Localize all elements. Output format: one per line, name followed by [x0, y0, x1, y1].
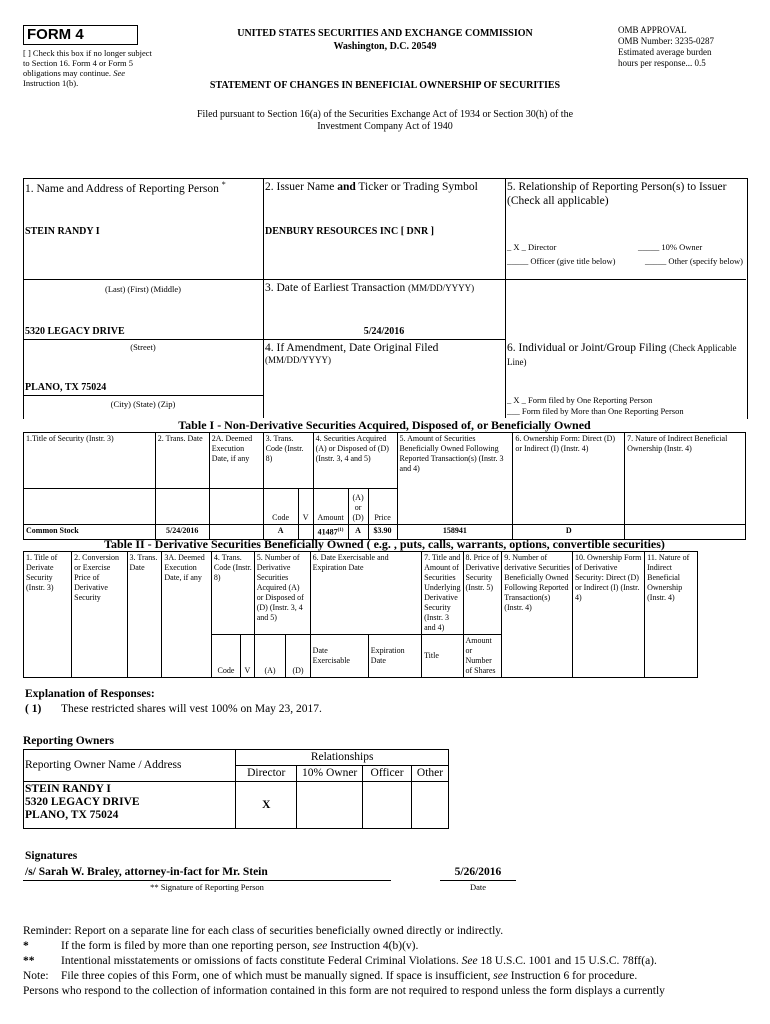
box4-label: 4. If Amendment, Date Original Filed: [265, 342, 439, 354]
signature-rule: [23, 880, 391, 881]
t1-sub-v: V: [298, 489, 313, 525]
t2-sub-amount: Amount or Number of Shares: [463, 635, 502, 678]
statement-title: STATEMENT OF CHANGES IN BENEFICIAL OWNERSHIP OF SECURITIES: [209, 80, 561, 91]
date-rule: [440, 880, 516, 881]
t1-security: Common Stock: [24, 525, 156, 540]
form-title: FORM 4: [27, 26, 84, 43]
t1-sub-aord: (A) or (D): [348, 489, 368, 525]
t1-date: 5/24/2016: [155, 525, 209, 540]
t2-sub-code: Code: [211, 635, 240, 678]
owners-col-other: Other: [412, 766, 449, 782]
filing-more: ___ Form filed by More than One Reporting Person: [507, 406, 684, 416]
owners-col-director: Director: [236, 766, 297, 782]
form-title-box: [23, 25, 138, 45]
reporting-name: STEIN RANDY I: [25, 226, 100, 237]
owners-table: [23, 749, 449, 829]
agency-name: UNITED STATES SECURITIES AND EXCHANGE COMMISSION: [237, 28, 533, 39]
city-label: (City) (State) (Zip): [110, 399, 176, 409]
omb-approval: OMB APPROVAL OMB Number: 3235-0287 Estimated average burden hours per response... 0.5: [618, 25, 714, 68]
t2-sub-date-ex: Date Exercisable: [310, 635, 368, 678]
t2-h10: 10. Ownership Form of Derivative Security: Direct (D) or Indirect (I) (Instr. 4): [572, 552, 644, 678]
reporting-grid: [23, 178, 748, 419]
rel-other: _____ Other (specify below): [645, 256, 743, 266]
t2-h6: 6. Date Exercisable and Expiration Date: [310, 552, 421, 635]
t1-h5: 5. Amount of Securities Beneficially Owned Following Reported Transaction(s) (Instr. 3 and 4): [397, 433, 513, 525]
issuer-name: DENBURY RESOURCES INC [ DNR ]: [265, 226, 435, 237]
rule-street: [23, 339, 505, 340]
box4-format: (MM/DD/YYYY): [265, 355, 331, 365]
rel-director: _ X _ Director: [507, 242, 557, 252]
agency-location: Washington, D.C. 20549: [333, 41, 437, 52]
reporting-city: PLANO, TX 75024: [25, 382, 107, 393]
t1-h4: 4. Securities Acquired (A) or Disposed of (D) (Instr. 3, 4 and 5): [313, 433, 397, 489]
table1-title: Table I - Non-Derivative Securities Acquired, Disposed of, or Beneficially Owned: [178, 418, 591, 432]
box5-label: 5. Relationship of Reporting Person(s) to Issuer (Check all applicable): [507, 181, 727, 207]
box2-label: 2. Issuer Name and Ticker or Trading Symbol: [265, 181, 478, 193]
rel-ten-percent: _____ 10% Owner: [638, 242, 703, 252]
t2-sub-d: (D): [286, 635, 310, 678]
t2-h8: 8. Price of Derivative Security (Instr. 5): [463, 552, 502, 635]
table2: [23, 551, 746, 678]
t1-sub-code: Code: [263, 489, 298, 525]
owners-col-rel: Relationships: [236, 750, 449, 766]
reminder: Reminder: Report on a separate line for each class of securities beneficially owned directly or indirectly.: [23, 925, 504, 937]
t1-amount: 41487$^{(1)}$: [313, 525, 348, 540]
signature-date: 5/26/2016: [454, 866, 502, 878]
t1-h7: 7. Nature of Indirect Beneficial Ownership (Instr. 4): [625, 433, 746, 525]
t2-h4: 4. Trans. Code (Instr. 8): [211, 552, 254, 635]
footer-notes: [23, 924, 758, 999]
footnote-text: These restricted shares will vest 100% on May 23, 2017.: [61, 703, 322, 715]
t1-h2a: 2A. Deemed Execution Date, if any: [209, 433, 263, 489]
t1-h1: 1.Title of Security (Instr. 3): [24, 433, 156, 489]
signer-name: /s/ Sarah W. Braley, attorney-in-fact for Mr. Stein: [25, 866, 268, 878]
t1-form: D: [513, 525, 625, 540]
signatures-heading: Signatures: [25, 850, 78, 862]
persons-note: Persons who respond to the collection of information contained in this form are not required to respond unless the form displays a currently: [23, 985, 665, 997]
t1-sub-amount: Amount: [313, 489, 348, 525]
t2-h7: 7. Title and Amount of Securities Underlying Derivative Security (Instr. 3 and 4): [422, 552, 463, 635]
filed-pursuant: Filed pursuant to Section 16(a) of the Securities Exchange Act of 1934 or Section 30(h) of the Investment Company Act of 1940: [196, 109, 574, 132]
table2-title: Table II - Derivative Securities Beneficially Owned ( e.g. , puts, calls, warrants, options, convertible securities): [104, 537, 665, 551]
t1-sub-price: Price: [368, 489, 397, 525]
divider-2: [505, 178, 506, 418]
t2-h1: 1. Title of Derivate Security (Instr. 3): [24, 552, 72, 678]
rel-officer: _____ Officer (give title below): [507, 256, 616, 266]
note-file: Note: File three copies of this Form, one of which must be manually signed. If space is insufficient, see Instruction 6 for procedure.: [23, 970, 638, 982]
owner-director-mark: X: [236, 782, 297, 829]
street-label: (Street): [130, 342, 156, 352]
rule-box2: [263, 279, 505, 280]
box3-label: 3. Date of Earliest Transaction (MM/DD/YYYY): [265, 282, 475, 294]
rule-name: [23, 279, 263, 280]
filing-one: _ X _ Form filed by One Reporting Person: [507, 395, 653, 405]
rule-box5: [505, 279, 746, 280]
note-star1: * If the form is filed by more than one reporting person, see Instruction 4(b)(v).: [23, 940, 419, 952]
explanation-heading: Explanation of Responses:: [25, 688, 155, 700]
footnote-number: ( 1): [25, 703, 42, 715]
table1: [23, 432, 746, 540]
t1-h2: 2. Trans. Date: [155, 433, 209, 489]
t2-sub-a: (A): [254, 635, 286, 678]
rule-city: [23, 395, 263, 396]
table-row: [24, 782, 449, 829]
t1-h6: 6. Ownership Form: Direct (D) or Indirect (I) (Instr. 4): [513, 433, 625, 525]
box6-label: 6. Individual or Joint/Group Filing (Check Applicable Line): [507, 342, 737, 367]
signature-label: ** Signature of Reporting Person: [150, 882, 264, 892]
t2-h2: 2. Conversion or Exercise Price of Derivative Security: [72, 552, 127, 678]
t1-aord: A: [348, 525, 368, 540]
note-star2: ** Intentional misstatements or omissions of facts constitute Federal Criminal Violations. See 18 U.S.C. 1001 and 15 U.S.C. 78ff(a).: [23, 955, 657, 967]
t2-h5: 5. Number of Derivative Securities Acquired (A) or Disposed of (D) (Instr. 3, 4 and 5): [254, 552, 310, 635]
name-parts-label: (Last) (First) (Middle): [104, 284, 181, 294]
t2-sub-title: Title: [422, 635, 463, 678]
t2-h3a: 3A. Deemed Execution Date, if any: [162, 552, 212, 678]
date-label: Date: [469, 882, 487, 892]
box1-label: 1. Name and Address of Reporting Person *: [25, 180, 226, 195]
t1-owned: 158941: [397, 525, 513, 540]
t1-h3: 3. Trans. Code (Instr. 8): [263, 433, 313, 489]
owners-col-name: Reporting Owner Name / Address: [24, 750, 236, 782]
t1-price: $3.90: [368, 525, 397, 540]
t2-h11: 11. Nature of Indirect Beneficial Ownership (Instr. 4): [645, 552, 698, 678]
reporting-street: 5320 LEGACY DRIVE: [25, 326, 125, 337]
t2-sub-v: V: [241, 635, 255, 678]
t2-h3: 3. Trans. Date: [127, 552, 162, 678]
t2-sub-exp: Expiration Date: [368, 635, 421, 678]
owners-heading: Reporting Owners: [23, 735, 115, 747]
owners-col-officer: Officer: [363, 766, 412, 782]
t1-code: A: [263, 525, 298, 540]
divider-1: [263, 178, 264, 418]
checkbox-note: [ ] Check this box if no longer subject to Section 16. Form 4 or Form 5 obligations may continue. See Instruction 1(b).: [23, 48, 152, 88]
owner-address: STEIN RANDY I 5320 LEGACY DRIVE PLANO, TX 75024: [24, 782, 236, 829]
t2-h9: 9. Number of derivative Securities Beneficially Owned Following Reported Transaction(s) (Instr. 4): [502, 552, 573, 678]
earliest-date: 5/24/2016: [363, 326, 405, 337]
owners-col-ten: 10% Owner: [297, 766, 363, 782]
